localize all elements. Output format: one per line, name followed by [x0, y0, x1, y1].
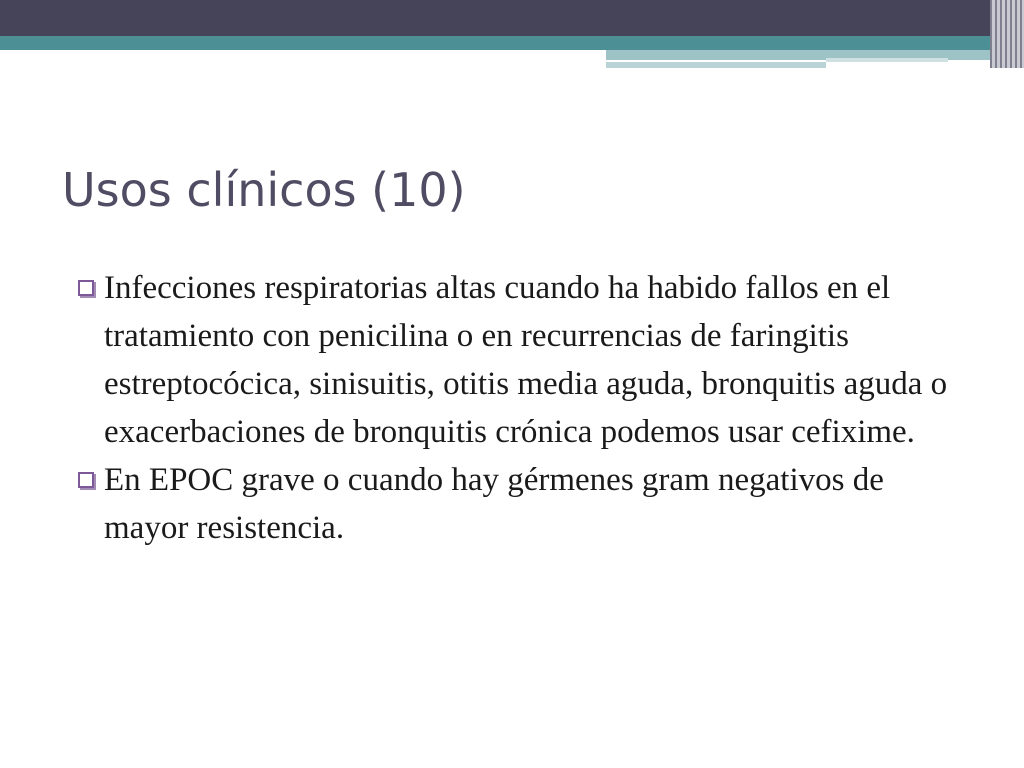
bullet-item [74, 456, 974, 552]
checkbox-square-icon [78, 472, 94, 488]
bullet-list [74, 264, 974, 552]
bullet-text: Infecciones respiratorias altas cuando ha habido fallos en el tratamiento con penicilina o en recurrencias de faringitis estreptocócica, sinisuitis, otitis media aguda, bronquitis aguda o exacerbaciones de bronquitis crónica podemos usar cefixime. [104, 270, 948, 450]
checkbox-square-icon [78, 280, 94, 296]
header-accent-line [826, 58, 948, 62]
header-teal-band [0, 36, 1024, 50]
header-dark-band [0, 0, 1024, 36]
bullet-text: En EPOC grave o cuando hay gérmenes gram negativos de mayor resistencia. [104, 462, 884, 546]
slide-title: Usos clínicos (10) [62, 163, 466, 217]
header-vertical-stripes [990, 0, 1024, 68]
header-accent-line [606, 62, 826, 68]
bullet-item [74, 264, 974, 456]
